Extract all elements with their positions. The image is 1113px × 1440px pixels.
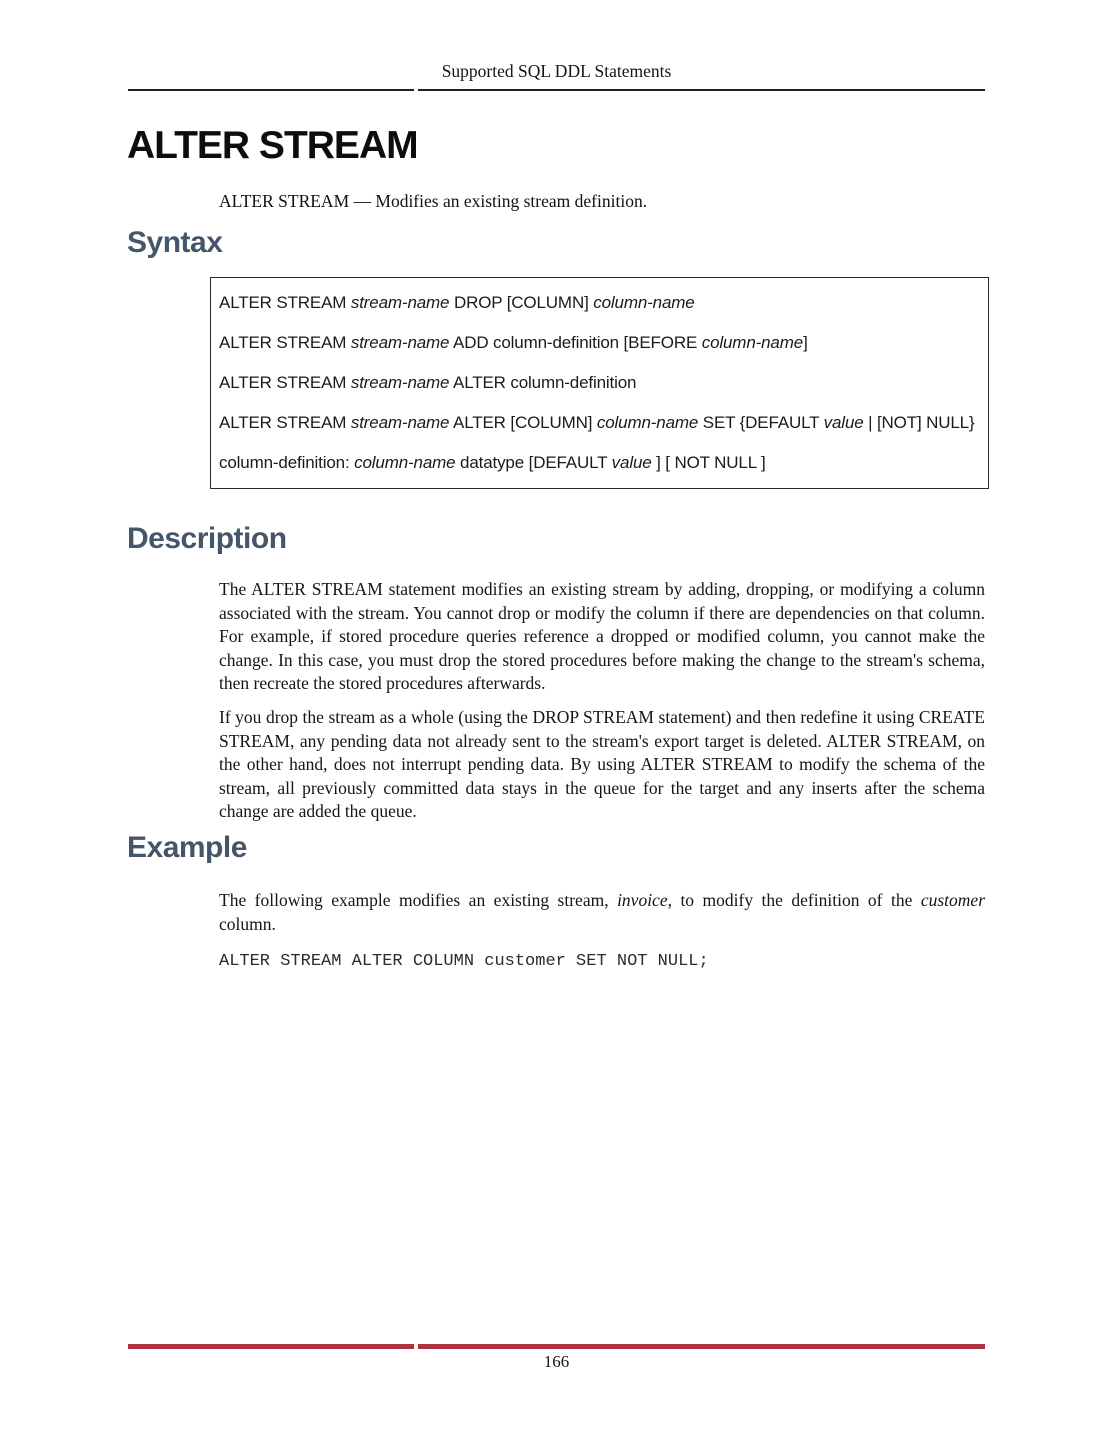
syntax-line-column-definition: column-definition: column-name datatype [DEFAULT value ] [ NOT NULL ] (219, 453, 766, 472)
example-intro-paragraph: The following example modifies an existing stream, invoice, to modify the definition of the customer column. (219, 890, 985, 934)
description-heading: Description (127, 522, 287, 555)
syntax-line-alter: ALTER STREAM stream-name ALTER column-definition (219, 373, 637, 392)
intro-text: ALTER STREAM — Modifies an existing stream definition. (219, 191, 648, 211)
example-heading: Example (127, 831, 247, 864)
syntax-heading: Syntax (127, 226, 223, 259)
description-paragraph-1: The ALTER STREAM statement modifies an existing stream by adding, dropping, or modifying a column associated with the stream. You cannot drop or modify the column if there are dependencies on that column. For example, if stored procedure queries reference a dropped or modified column, you cannot make the change. In this case, you must drop the stored procedures before making the change to the stream's schema, then recreate the stored procedures afterwards. (219, 579, 985, 693)
syntax-line-drop: ALTER STREAM stream-name DROP [COLUMN] column-name (219, 293, 695, 312)
description-paragraph-2: If you drop the stream as a whole (using the DROP STREAM statement) and then redefine it using CREATE STREAM, any pending data not already sent to the stream's export target is deleted. ALTER STREAM, on the other hand, does not interrupt pending data. By using ALTER STREAM to modify the schema of the stream, all previously committed data stays in the queue for the target and any inserts after the schema change are added the queue. (219, 707, 985, 821)
running-header: Supported SQL DDL Statements (441, 61, 672, 81)
header-rule-left (128, 89, 414, 91)
page-number: 166 (543, 1352, 570, 1371)
footer-rule-right (418, 1344, 985, 1349)
header-rule-right (418, 89, 985, 91)
footer-rule-left (128, 1344, 414, 1349)
example-code: ALTER STREAM ALTER COLUMN customer SET NOT NULL; (219, 952, 709, 971)
syntax-line-alter-set: ALTER STREAM stream-name ALTER [COLUMN] column-name SET {DEFAULT value | [NOT] NULL} (219, 413, 975, 432)
page-title: ALTER STREAM (127, 124, 418, 167)
syntax-box (210, 277, 989, 489)
syntax-line-add: ALTER STREAM stream-name ADD column-definition [BEFORE column-name] (219, 333, 808, 352)
